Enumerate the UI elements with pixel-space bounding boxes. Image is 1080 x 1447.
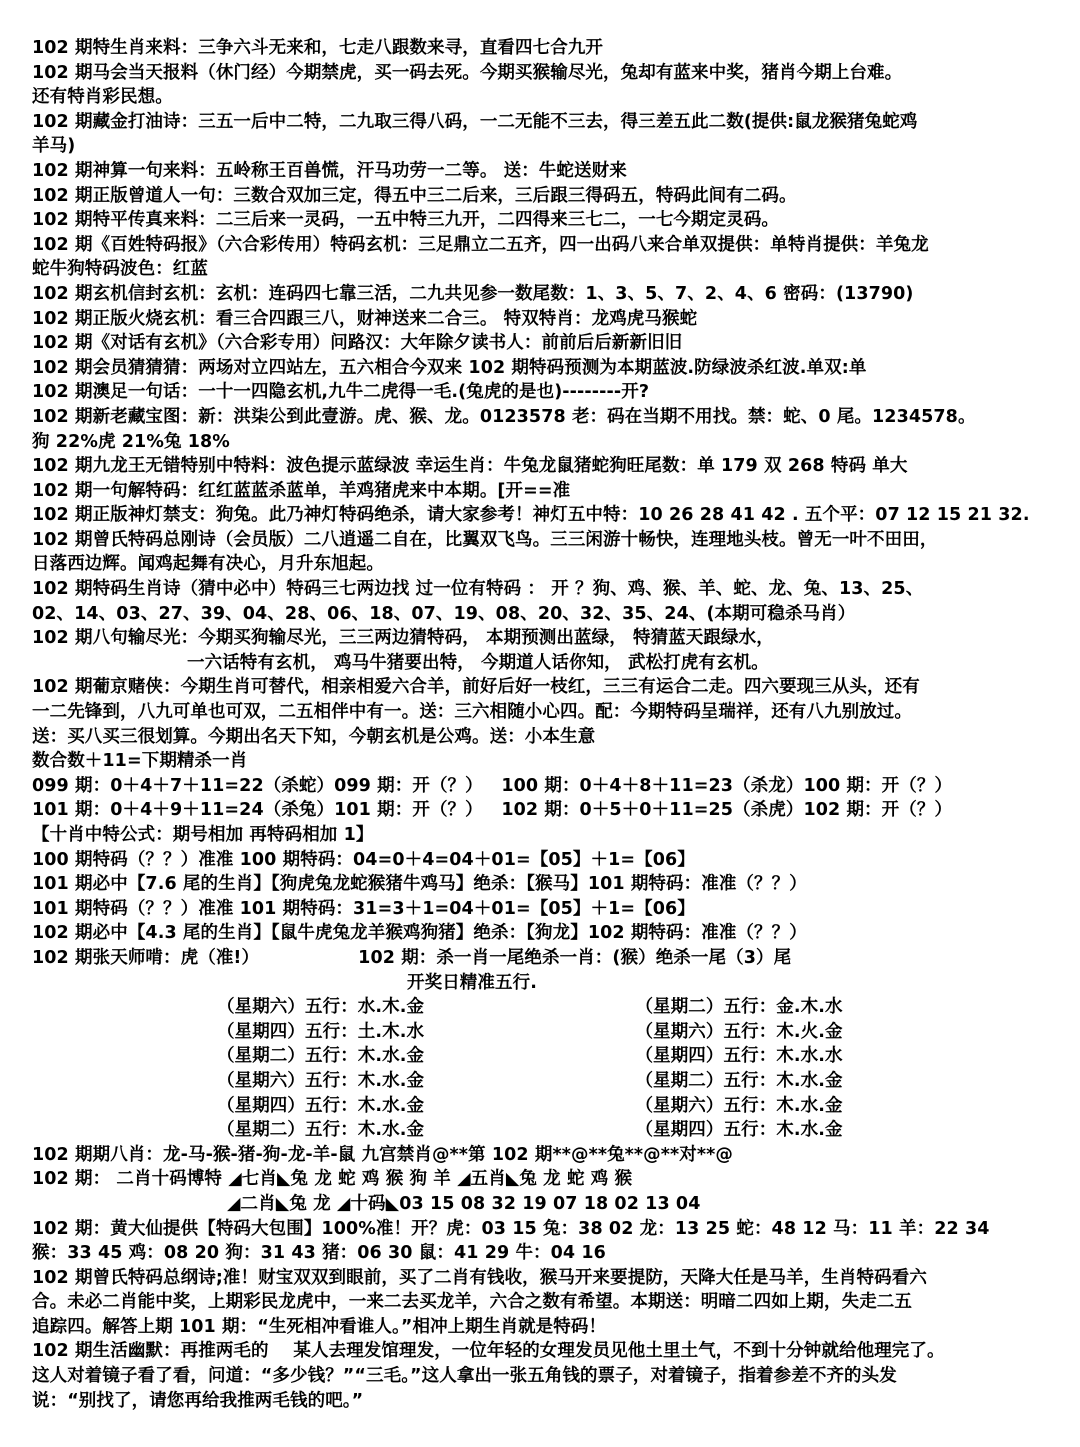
wuxing-left: （星期二）五行：木.水.金 bbox=[217, 1046, 425, 1067]
line-27: 102 期葡京赌侠：今期生肖可替代，相亲相爱六合羊，前好后好一枝红，三三有运合二走。四六要现三从头，还有 bbox=[32, 677, 920, 698]
wuxing-left: （星期四）五行：木.水.金 bbox=[217, 1095, 425, 1116]
wuxing-row bbox=[32, 1020, 1054, 1045]
line-22: 日落西边辉。闻鸡起舞有决心，月升东旭起。 bbox=[32, 554, 384, 575]
line-29: 送：买八买三很划算。今期出名天下知，今朝玄机是公鸡。送：小本生意 bbox=[32, 726, 596, 747]
line-37: 102 期必中【4.3 尾的生肖】【鼠牛虎兔龙羊猴鸡狗猪】绝杀：【狗龙】102 期特码：准准（？？） bbox=[32, 923, 807, 944]
line-after-03: ◢二肖◣兔 龙 ◢十码◣03 15 08 32 19 07 18 02 13 04 bbox=[227, 1193, 701, 1214]
line-36: 101 期特码（？？）准准 101 期特码：31=3＋1=04＋01=【05】＋1=【06】 bbox=[32, 898, 695, 919]
line-05: 羊马) bbox=[32, 136, 76, 157]
line-09: 102 期《百姓特码报》（六合彩传用）特码玄机：三足鼎立二五齐，四一出码八来合单双提供：单特肖提供：羊兔龙 bbox=[32, 234, 929, 255]
line-after-11: 说：“别找了，请您再给我推两毛钱的吧。” bbox=[32, 1390, 364, 1411]
wuxing-right: （星期四）五行：木.水.金 bbox=[635, 1120, 843, 1141]
line-04: 102 期藏金打油诗：三五一后中二特，二九取三得八码，一二无能不三去，得三差五此二数(提供:鼠龙猴猪兔蛇鸡 bbox=[32, 111, 918, 132]
line-06: 102 期神算一句来料：五岭称王百兽慌，汗马功劳一二等。 送：牛蛇送财来 bbox=[32, 160, 627, 181]
line-21: 102 期曾氏特码总刚诗（会员版）二八逍遥二自在，比翼双飞鸟。三三闲游十畅快，连理地头枝。曾无一叶不田田， bbox=[32, 529, 938, 550]
line-after-04: 102 期：黄大仙提供【特码大包围】100%准！开？虎：03 15 兔：38 02 龙：13 25 蛇：48 12 马：11 羊：22 34 bbox=[32, 1218, 990, 1239]
line-after-06: 102 期曾氏特码总纲诗;准！财宝双双到眼前，买了二肖有钱收，猴马开来要提防，天降大任是马羊，生肖特码看六 bbox=[32, 1267, 927, 1288]
wuxing-row bbox=[32, 1094, 1054, 1119]
line-after-10: 这人对着镜子看了看，问道：“多少钱？”“三毛。”这人拿出一张五角钱的票子，对着镜子，指着参差不齐的头发 bbox=[32, 1366, 897, 1387]
line-after-07: 合。未必二肖能中奖，上期彩民龙虎中，一来二去买龙羊，六合之数有希望。本期送：明暗二四如上期，失走二五 bbox=[32, 1292, 912, 1313]
line-31: 099 期：0＋4＋7＋11=22（杀蛇）099 期：开（？） 100 期：0＋4＋8＋11=23（杀龙）100 期：开（？） bbox=[32, 775, 953, 796]
wuxing-row bbox=[32, 995, 1054, 1020]
wuxing-right: （星期二）五行：金.木.水 bbox=[635, 997, 843, 1018]
wuxing-right: （星期四）五行：木.水.水 bbox=[635, 1046, 843, 1067]
line-39: 开奖日精准五行. bbox=[407, 972, 537, 993]
line-20: 102 期正版神灯禁支：狗兔。此乃神灯特码绝杀，请大家参考！神灯五中特：10 26 28 41 42 . 五个平：07 12 15 21 32. bbox=[32, 505, 1030, 526]
line-19: 102 期一句解特码：红红蓝蓝杀蓝单，羊鸡猪虎来中本期。[开==准 bbox=[32, 480, 571, 501]
line-after-09: 102 期生活幽默：再推两毛的 某人去理发馆理发，一位年轻的女理发员见他土里土气，不到十分钟就给他理完了。 bbox=[32, 1341, 945, 1362]
wuxing-row bbox=[32, 1069, 1054, 1094]
line-02: 102 期马会当天报料（休门经）今期禁虎，买一码去死。今期买猴输尽光，兔却有蓝来中奖，猪肖今期上台难。 bbox=[32, 62, 903, 83]
wuxing-row bbox=[32, 1118, 1054, 1143]
line-08: 102 期特平传真来料：二三后来一灵码，一五中特三九开，二四得来三七二，一七今期定灵码。 bbox=[32, 210, 780, 231]
wuxing-right: （星期六）五行：木.水.金 bbox=[635, 1095, 843, 1116]
wuxing-left: （星期四）五行：土.木.水 bbox=[217, 1021, 425, 1042]
line-23: 102 期特码生肖诗（猜中必中）特码三七两边找 过一位有特码 ： 开 ？狗、鸡、猴、羊、蛇、龙、兔、13、25、 bbox=[32, 579, 924, 600]
line-10: 蛇牛狗特码波色：红蓝 bbox=[32, 259, 208, 280]
line-14: 102 期会员猜猜猜：两场对立四站左，五六相合今双来 102 期特码预测为本期蓝波.防绿波杀红波.单双:单 bbox=[32, 357, 867, 378]
line-13: 102 期《对话有玄机》（六合彩专用）问路汉：大年除夕读书人：前前后后新新旧旧 bbox=[32, 333, 683, 354]
line-28: 一二先锋到，八九可单也可双，二五相伴中有一。送：三六相随小心四。配：今期特码呈瑞祥，还有八九别放过。 bbox=[32, 702, 912, 723]
line-18: 102 期九龙王无错特别中特料：波色提示蓝绿波 幸运生肖：牛兔龙鼠猪蛇狗旺尾数：单 179 双 268 特码 单大 bbox=[32, 456, 908, 477]
line-30: 数合数＋11=下期精杀一肖 bbox=[32, 751, 248, 772]
line-03: 还有特肖彩民想。 bbox=[32, 87, 173, 108]
line-17: 狗 22%虎 21%兔 18% bbox=[32, 431, 230, 452]
line-15: 102 期澳足一句话：一十一四隐玄机,九牛二虎得一毛.(兔虎的是也)--------开? bbox=[32, 382, 650, 403]
line-35: 101 期必中【7.6 尾的生肖】【狗虎兔龙蛇猴猪牛鸡马】绝杀：【猴马】101 期特码：准准（？？） bbox=[32, 874, 807, 895]
line-16: 102 期新老藏宝图：新：洪柒公到此壹游。虎、猴、龙。0123578 老：码在当期不用找。禁：蛇、0 尾。1234578。 bbox=[32, 406, 976, 427]
line-32: 101 期：0＋4＋9＋11=24（杀兔）101 期：开（？） 102 期：0＋5＋0＋11=25（杀虎）102 期：开（？） bbox=[32, 800, 953, 821]
wuxing-left: （星期二）五行：木.水.金 bbox=[217, 1120, 425, 1141]
wuxing-row bbox=[32, 1044, 1054, 1069]
wuxing-left: （星期六）五行：水.木.金 bbox=[217, 997, 425, 1018]
line-after-08: 追踪四。解答上期 101 期：“生死相冲看谁人。”相冲上期生肖就是特码！ bbox=[32, 1316, 607, 1337]
line-after-02: 102 期： 二肖十码博特 ◢七肖◣兔 龙 蛇 鸡 猴 狗 羊 ◢五肖◣兔 龙 蛇 鸡 猴 bbox=[32, 1169, 633, 1190]
line-after-05: 猴：33 45 鸡：08 20 狗：31 43 猪：06 30 鼠：41 29 牛：04 16 bbox=[32, 1243, 606, 1264]
line-34: 100 期特码（？？）准准 100 期特码：04=0＋4=04＋01=【05】＋1=【06】 bbox=[32, 849, 695, 870]
line-01: 102 期特生肖来料：三争六斗无来和，七走八跟数来寻，直看四七合九开 bbox=[32, 38, 604, 58]
wuxing-left: （星期六）五行：木.水.金 bbox=[217, 1070, 425, 1091]
line-after-01: 102 期期八肖：龙-马-猴-猪-狗-龙-羊-鼠 九宫禁肖@**第 102 期**@**兔**@**对**@ bbox=[32, 1144, 733, 1165]
wuxing-right: （星期二）五行：木.水.金 bbox=[635, 1070, 843, 1091]
line-38: 102 期张天师啃：虎（准!） 102 期：杀一肖一尾绝杀一肖：(猴）绝杀一尾（3）尾 bbox=[32, 947, 792, 968]
line-25: 102 期八句输尽光：今期买狗输尽光，三三两边猜特码， 本期预测出蓝绿， 特猜蓝天跟绿水， bbox=[32, 628, 774, 649]
line-33: 【十肖中特公式：期号相加 再特码相加 1】 bbox=[32, 825, 374, 845]
line-07: 102 期正版曾道人一句：三数合双加三定，得五中三二后来，三后跟三得码五，特码此间有二码。 bbox=[32, 185, 797, 206]
line-24: 02、14、03、27、39、04、28、06、18、07、19、08、20、32、35、24、(本期可稳杀马肖） bbox=[32, 603, 856, 624]
line-11: 102 期玄机信封玄机：玄机：连码四七靠三活，二九共见参一数尾数：1、3、5、7、2、4、6 密码：(13790) bbox=[32, 283, 914, 304]
line-12: 102 期正版火烧玄机：看三合四跟三八，财神送来二合三。 特双特肖：龙鸡虎马猴蛇 bbox=[32, 308, 698, 329]
wuxing-right: （星期六）五行：木.火.金 bbox=[635, 1021, 843, 1042]
wuxing-table bbox=[32, 995, 1054, 1143]
line-26: 一六话特有玄机， 鸡马牛猪要出特， 今期道人话你知， 武松打虎有玄机。 bbox=[187, 652, 769, 673]
